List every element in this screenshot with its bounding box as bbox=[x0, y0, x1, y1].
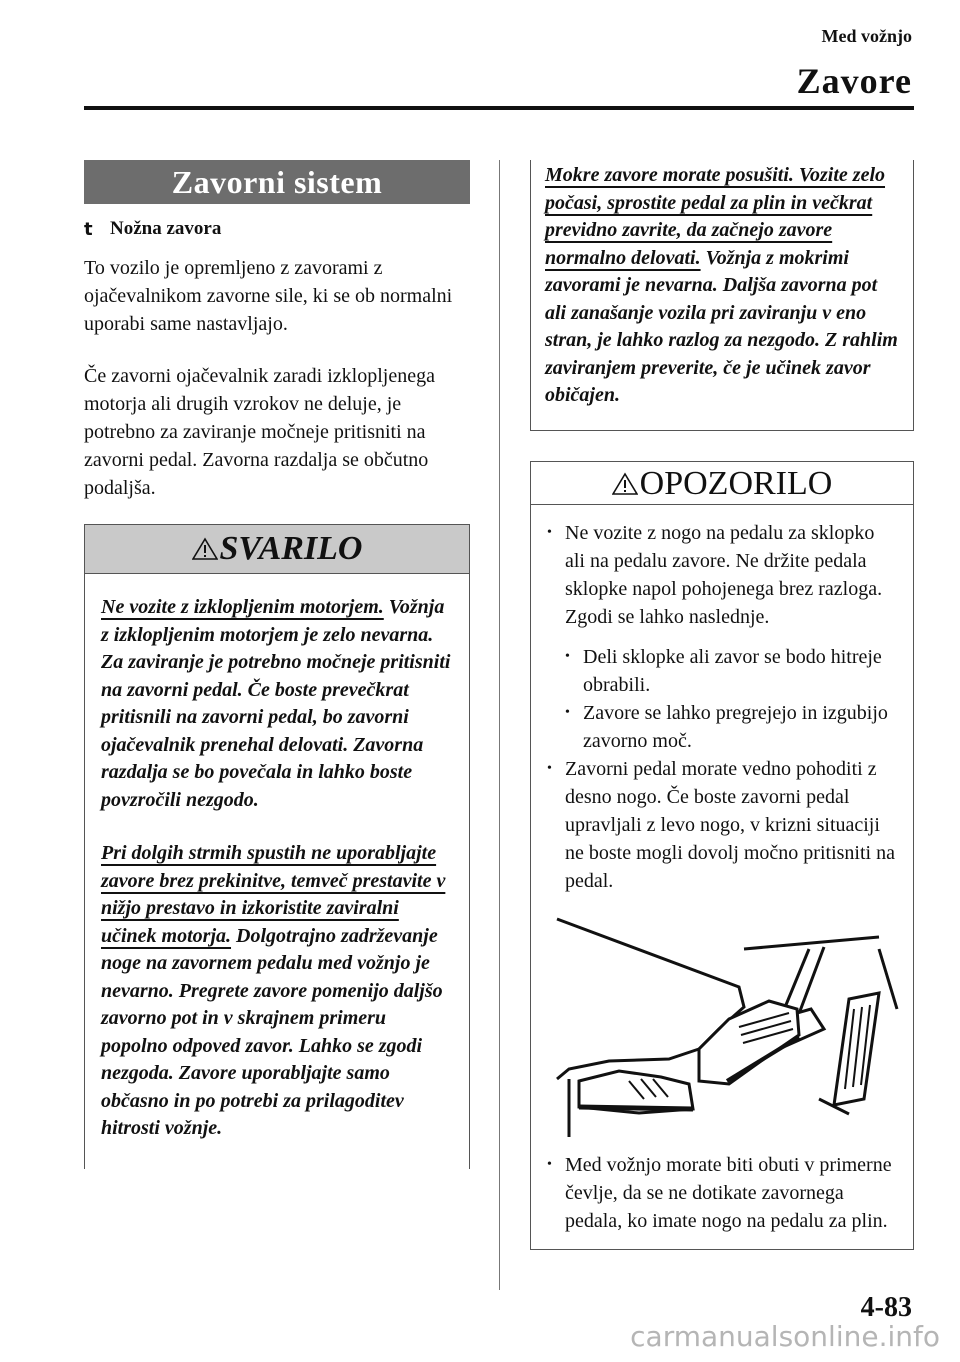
right-column bbox=[530, 160, 914, 1250]
bullet-icon: • bbox=[565, 648, 570, 664]
warning-continuation-box bbox=[530, 160, 914, 431]
bullet-text: Zavorni pedal morate vedno pohoditi z desno nogo. Če boste zavorni pedal upravljali z levo nogo, v krizni situaciji ne boste mogli dovolj močno pritisniti na pedal. bbox=[565, 757, 895, 892]
header-rule bbox=[84, 106, 914, 110]
watermark-text: carmanualsonline.info bbox=[630, 1320, 940, 1353]
warning-paragraph bbox=[545, 162, 899, 410]
section-title: Zavorni sistem bbox=[84, 160, 470, 204]
warning-paragraph bbox=[101, 840, 453, 1143]
page-number: 4-83 bbox=[860, 1292, 912, 1323]
bullet-text: Med vožnjo morate biti obuti v primerne čevlje, da se ne dotikate zavornega pedala, ko imate nogo na pedalu za plin. bbox=[565, 1153, 892, 1232]
bullet-item bbox=[545, 755, 899, 895]
subhead-text: Nožna zavora bbox=[110, 218, 222, 239]
paragraph: To vozilo je opremljeno z zavorami z ojačevalnikom zavorne sile, ki se ob normalni uporabi same nastavljajo. bbox=[84, 257, 453, 335]
caution-header bbox=[531, 462, 913, 505]
bullet-text: Ne vozite z nogo na pedalu za sklopko ali na pedalu zavore. Ne držite pedala sklopke napol pohojenega brez razloga. Zgodi se lahko naslednje. bbox=[565, 521, 883, 628]
bullet-text: Deli sklopke ali zavor se bodo hitreje obrabili. bbox=[583, 645, 882, 696]
paragraph: Če zavorni ojačevalnik zaradi izklopljenega motorja ali drugih vzrokov ne deluje, je potrebno za zaviranje močneje pritisniti na zavorni pedal. Zavorna razdalja se občutno podaljša. bbox=[84, 365, 435, 499]
running-header-title: Zavore bbox=[796, 61, 912, 101]
subhead-marker: t bbox=[84, 218, 93, 240]
left-column bbox=[84, 160, 470, 1169]
warning-text: Dolgotrajno zadrževanje noge na zavornem pedalu med vožnjo je nevarno. Pregrete zavore pomenijo daljšo zavorno pot in v skrajnem primeru popolno odpoved zavor. Lahko se zgodi nezgoda. Zavore uporabljajte samo občasno in po potrebi za prilagoditev hitrosti vožnje. bbox=[101, 924, 443, 1139]
bullet-icon: • bbox=[547, 1156, 552, 1172]
running-header-subtitle: Med vožnjo bbox=[821, 26, 912, 46]
bullet-icon: • bbox=[547, 760, 552, 776]
sub-bullet-item bbox=[563, 643, 899, 699]
caution-box bbox=[530, 461, 914, 1250]
warning-paragraph bbox=[101, 594, 453, 814]
warning-box bbox=[84, 524, 470, 1169]
column-divider bbox=[499, 160, 500, 1290]
caution-body bbox=[531, 505, 913, 1249]
caution-label: OPOZORILO bbox=[639, 464, 833, 502]
pedal-foot-illustration bbox=[549, 909, 899, 1139]
warning-header bbox=[85, 525, 469, 574]
warning-emphasis: Ne vozite z izklopljenim motorjem. bbox=[101, 596, 384, 618]
warning-emphasis: Pri dolgih strmih spustih ne uporabljajte zavore brez prekinitve, temveč prestavite v nižjo prestavo in izkoristite zaviralni učinek motorja. bbox=[101, 842, 446, 947]
warning-emphasis: Mokre zavore morate posušiti. Vozite zelo počasi, sprostite pedal za plin in večkrat previdno zavrite, da začnejo zavore normalno delovati. bbox=[545, 164, 886, 269]
warning-label: SVARILO bbox=[219, 530, 363, 567]
bullet-icon: • bbox=[565, 704, 570, 720]
warning-text: Vožnja z mokrimi zavorami je nevarna. Daljša zavorna pot ali zanašanje vozila pri zaviranju v eno stran, je lahko razlog za nezgodo. Z rahlim zaviranjem preverite, če je učinek zavor običajen. bbox=[545, 246, 898, 406]
bullet-text: Zavore se lahko pregrejejo in izgubijo zavorno moč. bbox=[583, 701, 888, 752]
bullet-item bbox=[545, 1151, 899, 1235]
warning-triangle-icon bbox=[612, 472, 638, 496]
bullet-icon: • bbox=[547, 524, 552, 540]
warning-triangle-icon bbox=[192, 537, 218, 561]
warning-text: Vožnja z izklopljenim motorjem je zelo nevarna. Za zaviranje je potrebno močneje pritisniti na zavorni pedal. Če boste prevečkrat pritisnili na zavorni pedal, bo zavorni ojačevalnik prenehal delovati. Zavorna razdalja se bo povečala in lahko boste povzročili nezgodo. bbox=[101, 596, 451, 811]
warning-body bbox=[85, 574, 469, 1169]
subsection-heading bbox=[84, 218, 470, 240]
sub-bullet-item bbox=[563, 699, 899, 755]
bullet-item bbox=[545, 519, 899, 631]
